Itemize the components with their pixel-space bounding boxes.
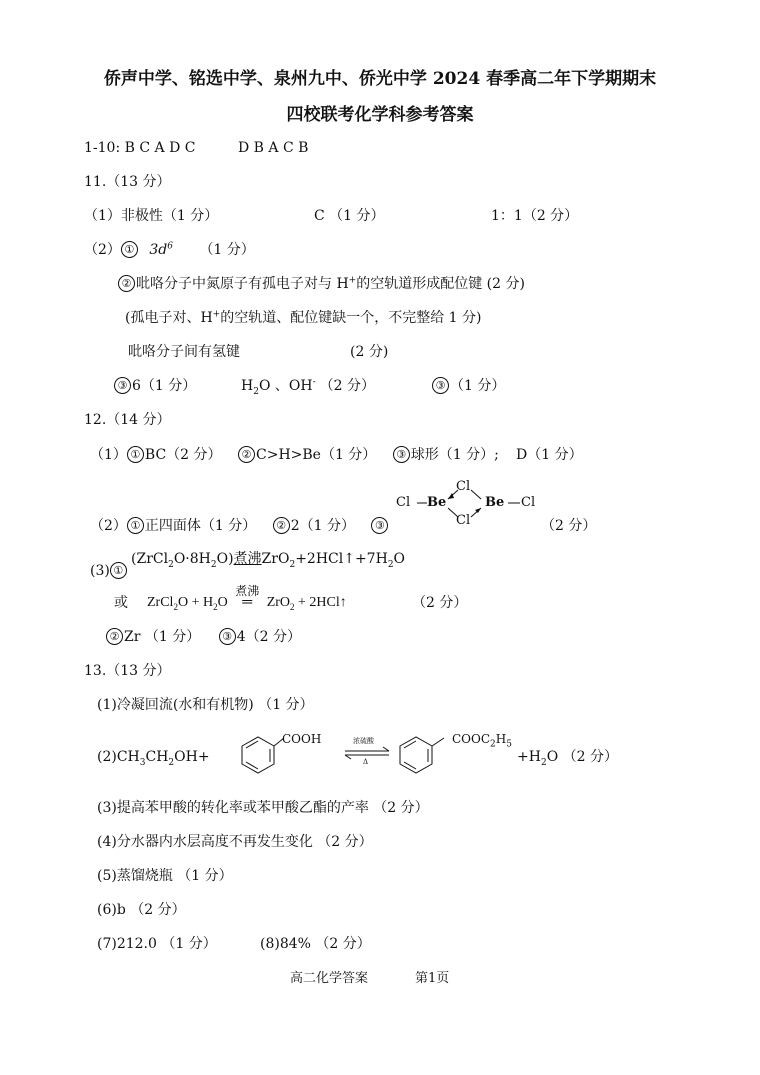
circled-1: ①: [121, 241, 138, 258]
ester-label: $COOC_2H_5$: [452, 732, 512, 750]
q11-part2-2-line1: ② 吡咯分子中氮原子有孤电子对与 H+的空轨道形成配位键 (2 分): [118, 275, 525, 293]
q13-part1: (1)冷凝回流(水和有机物) （1 分）: [97, 697, 314, 713]
circled-2: ②: [118, 275, 135, 292]
q12-part1: （1） ① BC（2 分） ② C>H>Be（1 分） ③ 球形（1 分）;: [90, 447, 499, 463]
q12-part2: （2） ① 正四面体（1 分） ② 2（1 分） ③: [90, 517, 389, 535]
circled-3: ③: [219, 628, 236, 645]
circled-3: ③: [114, 377, 131, 394]
footer-page-number: 第1页: [415, 971, 450, 986]
q13-part2-product-water: $+H_2O$ （2 分）: [517, 749, 618, 768]
mc-answers-1-5: 1-10: B C A D C: [84, 140, 196, 156]
circled-1: ①: [110, 562, 127, 579]
q13-part5: (5)蒸馏烧瓶 （1 分）: [97, 868, 233, 884]
heat-label: Δ: [363, 758, 369, 766]
circled-3: ③: [371, 517, 388, 534]
ethyl-benzoate-structure: [396, 728, 536, 778]
circled-3: ③: [393, 446, 410, 463]
q11-part2-2-line2: (孤电子对、H+的空轨道、配位键缺一个，不完整给 1 分): [125, 309, 482, 326]
equation-2-score: （2 分）: [412, 595, 468, 611]
becl2-cl-top: Cl: [456, 479, 471, 494]
circled-2: ②: [238, 446, 255, 463]
becl2-be-right: Be: [485, 495, 505, 510]
reversible-arrow: [341, 737, 393, 768]
becl2-cl-left: Cl: [396, 495, 411, 510]
q13-part8: (8)84% （2 分）: [260, 936, 371, 952]
q11-part2-3-a: ③ 6（1 分）: [114, 377, 196, 395]
q13-part6: (6)b （2 分）: [97, 902, 186, 918]
q12-part1-d: D（1 分）: [516, 447, 583, 463]
circled-1: ①: [127, 517, 144, 534]
eq2-arrow: 煮沸 ═: [235, 584, 260, 610]
q11-part2-3-c: ③ （1 分）: [432, 377, 505, 395]
q13-part7: (7)212.0 （1 分）: [97, 936, 217, 952]
q11-heading: 11.（13 分）: [84, 174, 171, 190]
q13-part4: (4)分水器内水层高度不再发生变化 （2 分）: [97, 834, 373, 850]
q11-part2-prefix: （2）: [84, 242, 121, 258]
page-title-line1: 侨声中学、铭选中学、泉州九中、侨光中学 2024 春季高二年下学期期末: [103, 69, 657, 89]
q11-part1-c: 1：1（2 分）: [491, 208, 579, 224]
becl2-be-left: Be: [427, 495, 447, 510]
q11-part2-2-line3: 吡咯分子间有氢键: [128, 344, 240, 360]
q11-part1-b: C （1 分）: [314, 208, 385, 224]
page-title-line2: 四校联考化学科参考答案: [286, 105, 474, 125]
q12-part2-score: （2 分）: [541, 518, 597, 534]
benzoic-acid-structure: [224, 728, 324, 778]
becl2-cl-right: Cl: [521, 495, 536, 510]
or-label: 或: [114, 595, 128, 611]
benzene-ring-icon: [396, 728, 456, 778]
circled-2: ②: [273, 517, 290, 534]
circled-1: ①: [127, 446, 144, 463]
circled-2: ②: [106, 628, 123, 645]
q11-part2-2-line3-score: (2 分): [350, 344, 389, 360]
footer-subject: 高二化学答案: [290, 971, 369, 986]
q13-part2-reactant: $(2)CH_3CH_2OH+$: [97, 749, 210, 768]
q11-part2-line1: [84, 241, 255, 259]
q12-part3-rest: ② Zr （1 分） ③ 4（2 分）: [106, 628, 301, 646]
eq1-condition: 煮沸: [233, 551, 262, 567]
q11-part2-3-b: $H_2O$ 、OH- （2 分）: [241, 377, 375, 397]
circled-3-answer: ③: [432, 377, 449, 394]
q11-part2-score: （1 分）: [199, 242, 255, 258]
q12-part3-prefix: (3) ①: [90, 562, 128, 580]
q13-part3: (3)提高苯甲酸的转化率或苯甲酸乙酯的产率 （2 分）: [97, 800, 429, 816]
q11-part1-a: （1）非极性（1 分）: [84, 208, 219, 224]
mc-answers-6-10: D B A C B: [238, 140, 309, 156]
cooh-label: COOH: [282, 732, 322, 746]
q13-heading: 13.（13 分）: [84, 663, 171, 679]
equation-1: $(ZrCl_2O\cdot 8H_2O)$煮沸$ZrO_2+2HCl↑+7H_2O$: [131, 551, 406, 570]
becl2-cl-bottom: Cl: [456, 513, 471, 528]
q12-heading: 12.（14 分）: [84, 412, 171, 428]
electron-config: $3d^6$: [149, 241, 173, 258]
catalyst-label: 浓硫酸: [353, 737, 374, 745]
equation-2: ZrCl$_2$O + $H_2O$ 煮沸 ═ ZrO$_2$ + 2HCl↑: [147, 584, 347, 612]
